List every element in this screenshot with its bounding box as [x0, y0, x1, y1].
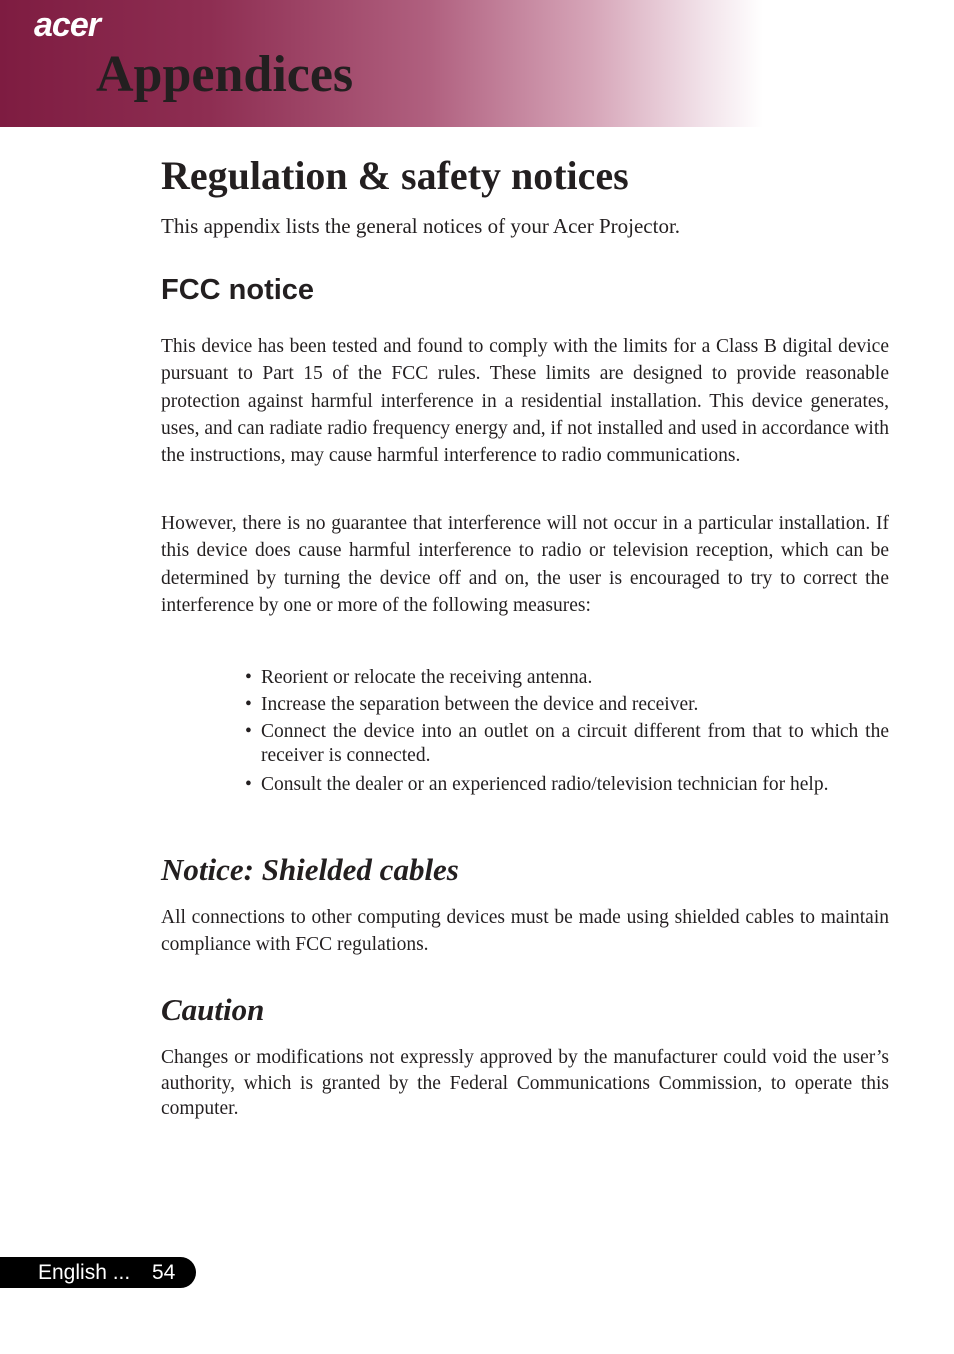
intro-text: This appendix lists the general notices of your Acer Projector.	[161, 214, 681, 238]
bullet-icon: •	[245, 721, 252, 742]
page-number: 54	[152, 1261, 176, 1284]
header-banner	[0, 0, 954, 127]
page-title: Regulation & safety notices	[161, 153, 629, 198]
list-item-text: Increase the separation between the device and receiver.	[261, 694, 699, 715]
list-item	[245, 666, 889, 690]
bullet-icon: •	[245, 774, 252, 795]
page-footer	[0, 1257, 196, 1288]
fcc-paragraph-1: This device has been tested and found to comply with the limits for a Class B digital device pursuant to Part 15 of the FCC rules. These limits are designed to provide reasonable protection against harmful interference in a residential installation. This device generates, uses, and can radiate radio frequency energy and, if not installed and used in accordance with the instructions, may cause harmful interference to radio communications.	[161, 336, 889, 467]
footer-language: English ...	[38, 1261, 131, 1284]
measures-list	[245, 666, 889, 801]
fcc-heading: FCC notice	[161, 274, 315, 306]
bullet-icon: •	[245, 667, 252, 688]
shielded-cables-text: All connections to other computing devices must be made using shielded cables to maintain compliance with FCC regulations.	[161, 907, 889, 956]
list-item-text: Consult the dealer or an experienced radio/television technician for help.	[261, 774, 829, 795]
list-item	[245, 771, 889, 798]
acer-logo: acer	[34, 6, 100, 44]
list-item-text: Connect the device into an outlet on a circuit different from that to which the receiver is connected.	[261, 721, 889, 766]
shielded-cables-heading: Notice: Shielded cables	[161, 852, 459, 887]
list-item	[245, 720, 889, 768]
caution-heading: Caution	[161, 992, 265, 1027]
list-item	[245, 693, 889, 717]
list-item-text: Reorient or relocate the receiving antenna.	[261, 667, 593, 688]
fcc-paragraph-2: However, there is no guarantee that interference will not occur in a particular installation. If this device does cause harmful interference to radio or television reception, which can be determined by turning the device off and on, the user is encouraged to try to correct the interference by one or more of the following measures:	[161, 513, 889, 616]
caution-text: Changes or modifications not expressly approved by the manufacturer could void the user’s authority, which is granted by the Federal Communications Commission, to operate this computer.	[161, 1047, 889, 1119]
bullet-icon: •	[245, 694, 252, 715]
section-title: Appendices	[96, 46, 354, 103]
